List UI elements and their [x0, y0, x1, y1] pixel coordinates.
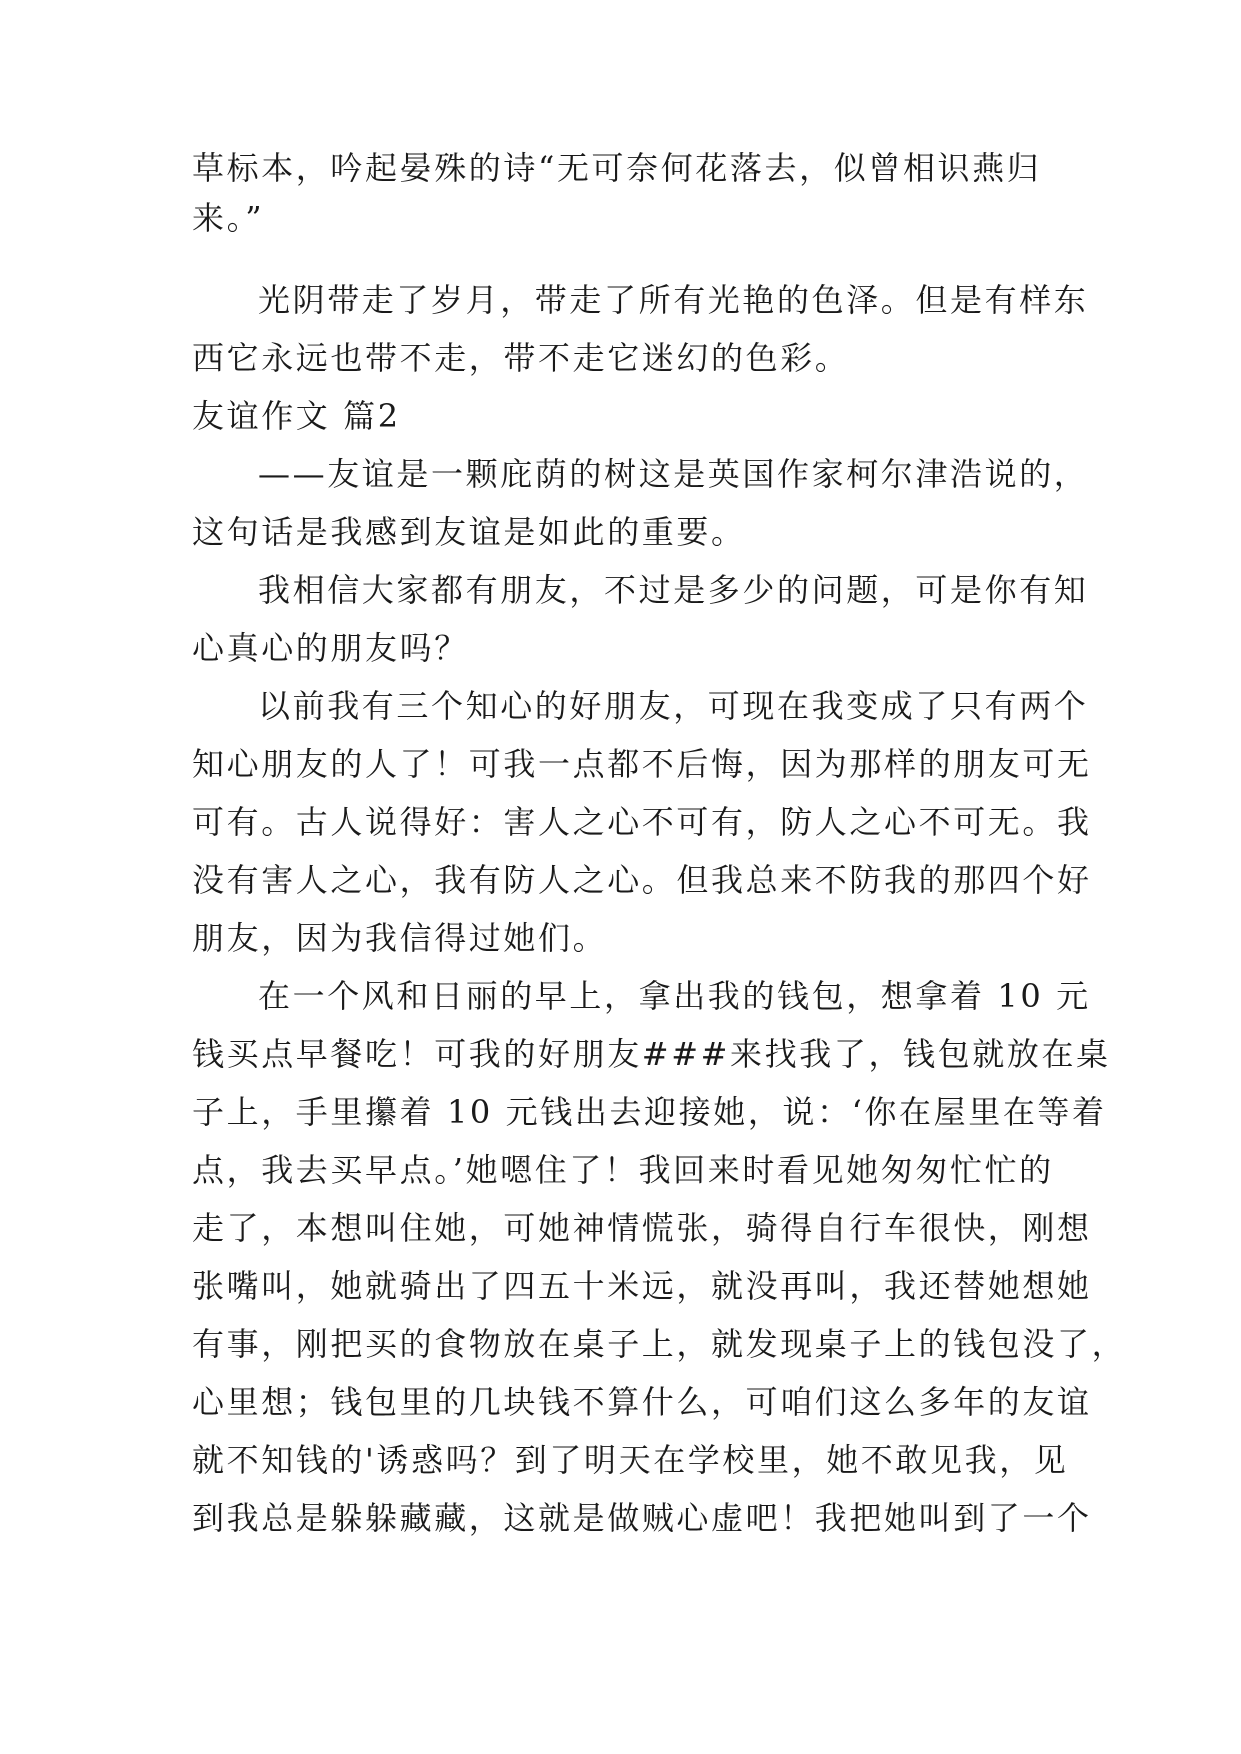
- text-line: 就不知钱的'诱惑吗？到了明天在学校里，她不敢见我，见: [192, 1441, 1069, 1479]
- text-line: 点，我去买早点。’她嗯住了！我回来时看见她匆匆忙忙的: [192, 1151, 1054, 1189]
- text-line: 心真心的朋友吗？: [192, 629, 469, 667]
- text-line: 子上，手里攥着 10 元钱出去迎接她，说：‘你在屋里在等着: [192, 1093, 1107, 1131]
- text-line: 知心朋友的人了！可我一点都不后悔，因为那样的朋友可无: [192, 745, 1092, 783]
- text-line: 心里想；钱包里的几块钱不算什么，可咱们这么多年的友谊: [192, 1383, 1092, 1421]
- text-line: 来。”: [192, 199, 265, 237]
- text-line: 有事，刚把买的食物放在桌子上，就发现桌子上的钱包没了，: [192, 1325, 1127, 1363]
- text-line: 到我总是躲躲藏藏，这就是做贼心虚吧！我把她叫到了一个: [192, 1499, 1092, 1537]
- text-line: 西它永远也带不走，带不走它迷幻的色彩。: [192, 339, 850, 377]
- text-line: 钱买点早餐吃！可我的好朋友###来找我了，钱包就放在桌: [192, 1035, 1111, 1073]
- text-line: 走了，本想叫住她，可她神情慌张，骑得自行车很快，刚想: [192, 1209, 1092, 1247]
- text-line: 张嘴叫，她就骑出了四五十米远，就没再叫，我还替她想她: [192, 1267, 1092, 1305]
- paragraph-first-line: 以前我有三个知心的好朋友，可现在我变成了只有两个: [258, 687, 1089, 725]
- paragraph-first-line: 我相信大家都有朋友，不过是多少的问题，可是你有知: [258, 571, 1089, 609]
- text-line: 没有害人之心，我有防人之心。但我总来不防我的那四个好: [192, 861, 1092, 899]
- text-line: 这句话是我感到友谊是如此的重要。: [192, 513, 746, 551]
- section-heading: 友谊作文 篇2: [192, 397, 401, 435]
- paragraph-first-line: 在一个风和日丽的早上，拿出我的钱包，想拿着 10 元: [258, 977, 1091, 1015]
- text-line: 朋友，因为我信得过她们。: [192, 919, 608, 957]
- text-line: 可有。古人说得好：害人之心不可有，防人之心不可无。我: [192, 803, 1092, 841]
- paragraph-first-line: 光阴带走了岁月，带走了所有光艳的色泽。但是有样东: [258, 281, 1089, 319]
- paragraph-first-line: ——友谊是一颗庇荫的树这是英国作家柯尔津浩说的，: [258, 455, 1089, 493]
- text-line: 草标本，吟起晏殊的诗“无可奈何花落去，似曾相识燕归: [192, 149, 1042, 187]
